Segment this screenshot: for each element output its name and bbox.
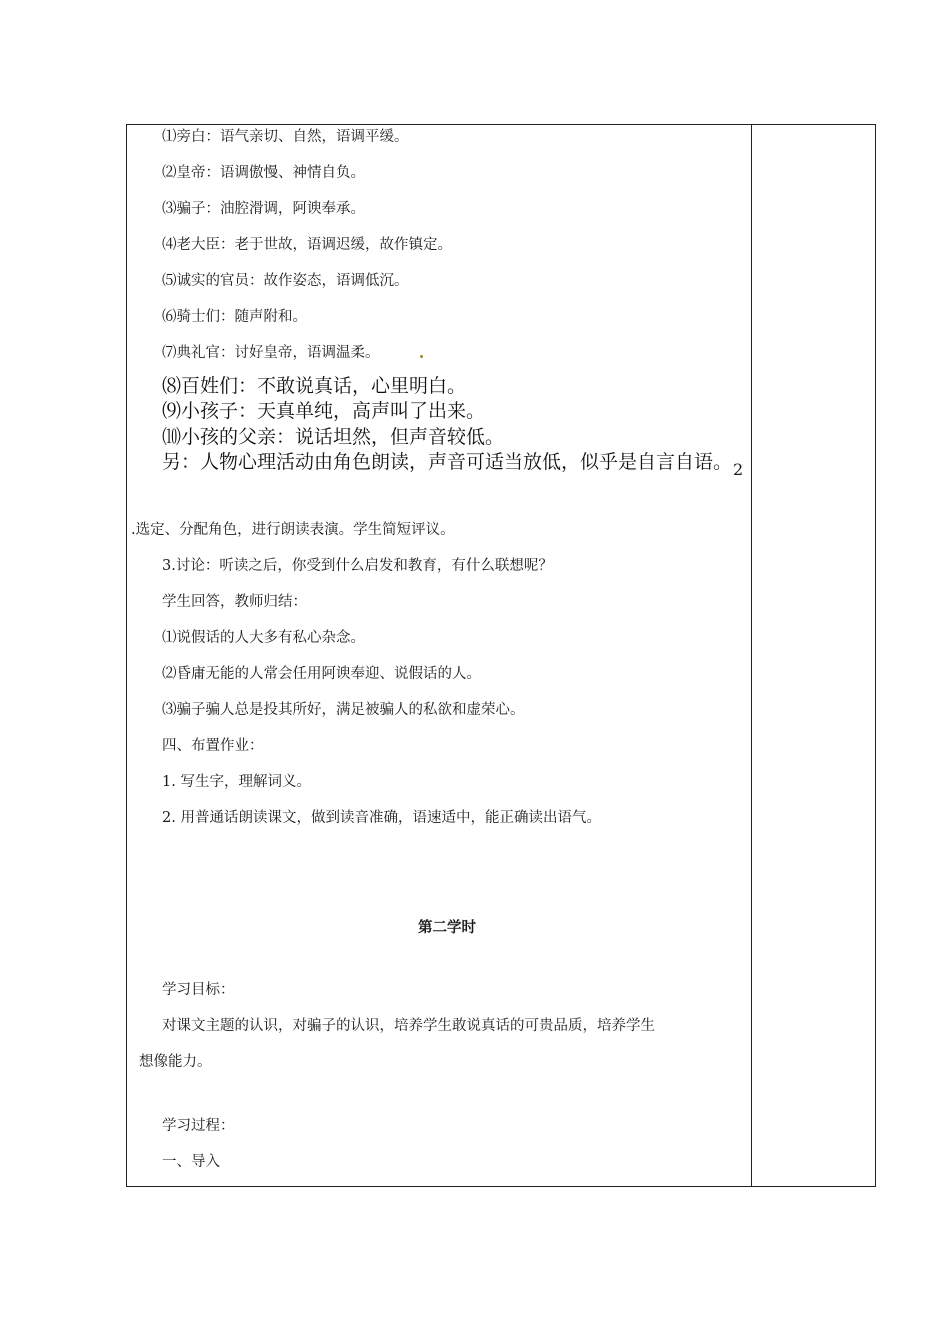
summary-item: ⑵昏庸无能的人常会任用阿谀奉迎、说假话的人。	[162, 666, 481, 682]
role-line: ⑸诚实的官员：故作姿态，语调低沉。	[162, 273, 409, 289]
section-title: 第二学时	[418, 919, 476, 936]
role-line-large: ⑻百姓们：不敢说真话，心里明白。	[162, 375, 467, 397]
step-2: .选定、分配角色，进行朗读表演。学生简短评议。	[131, 522, 455, 538]
stray-mark	[420, 355, 423, 358]
goals-text: 对课文主题的认识，对骗子的认识，培养学生敢说真话的可贵品质，培养学生	[162, 1018, 655, 1034]
role-line: ⑹骑士们：随声附和。	[162, 309, 307, 325]
intro-heading: 一、导入	[162, 1154, 220, 1170]
role-line: ⑷老大臣：老于世故，语调迟缓，故作镇定。	[162, 237, 452, 253]
role-line: ⑴旁白：语气亲切、自然，语调平缓。	[162, 129, 409, 145]
role-line-large: 另：人物心理活动由角色朗读，声音可适当放低，似乎是自言自语。	[162, 451, 733, 473]
homework-title: 四、布置作业：	[162, 738, 264, 754]
role-line: ⑺典礼官：讨好皇帝，语调温柔。	[162, 345, 380, 361]
summary-intro: 学生回答，教师归结：	[162, 594, 307, 610]
role-line-large: ⑼小孩子：天真单纯，高声叫了出来。	[162, 400, 486, 422]
role-line-large: ⑽小孩的父亲：说话坦然，但声音较低。	[162, 426, 505, 448]
goals-text: 想像能力。	[139, 1054, 212, 1070]
step-3: 3.讨论：听读之后，你受到什么启发和教育，有什么联想呢？	[162, 558, 553, 574]
goals-label: 学习目标：	[162, 982, 235, 998]
page-number: 2	[733, 460, 744, 479]
table-column-divider	[751, 124, 752, 1187]
summary-item: ⑶骗子骗人总是投其所好，满足被骗人的私欲和虚荣心。	[162, 702, 525, 718]
role-line: ⑵皇帝：语调傲慢、神情自负。	[162, 165, 365, 181]
homework-item: 1. 写生字，理解词义。	[162, 774, 311, 790]
role-line: ⑶骗子：油腔滑调，阿谀奉承。	[162, 201, 365, 217]
process-label: 学习过程：	[162, 1118, 235, 1134]
homework-item: 2. 用普通话朗读课文，做到读音准确，语速适中，能正确读出语气。	[162, 810, 601, 826]
summary-item: ⑴说假话的人大多有私心杂念。	[162, 630, 365, 646]
